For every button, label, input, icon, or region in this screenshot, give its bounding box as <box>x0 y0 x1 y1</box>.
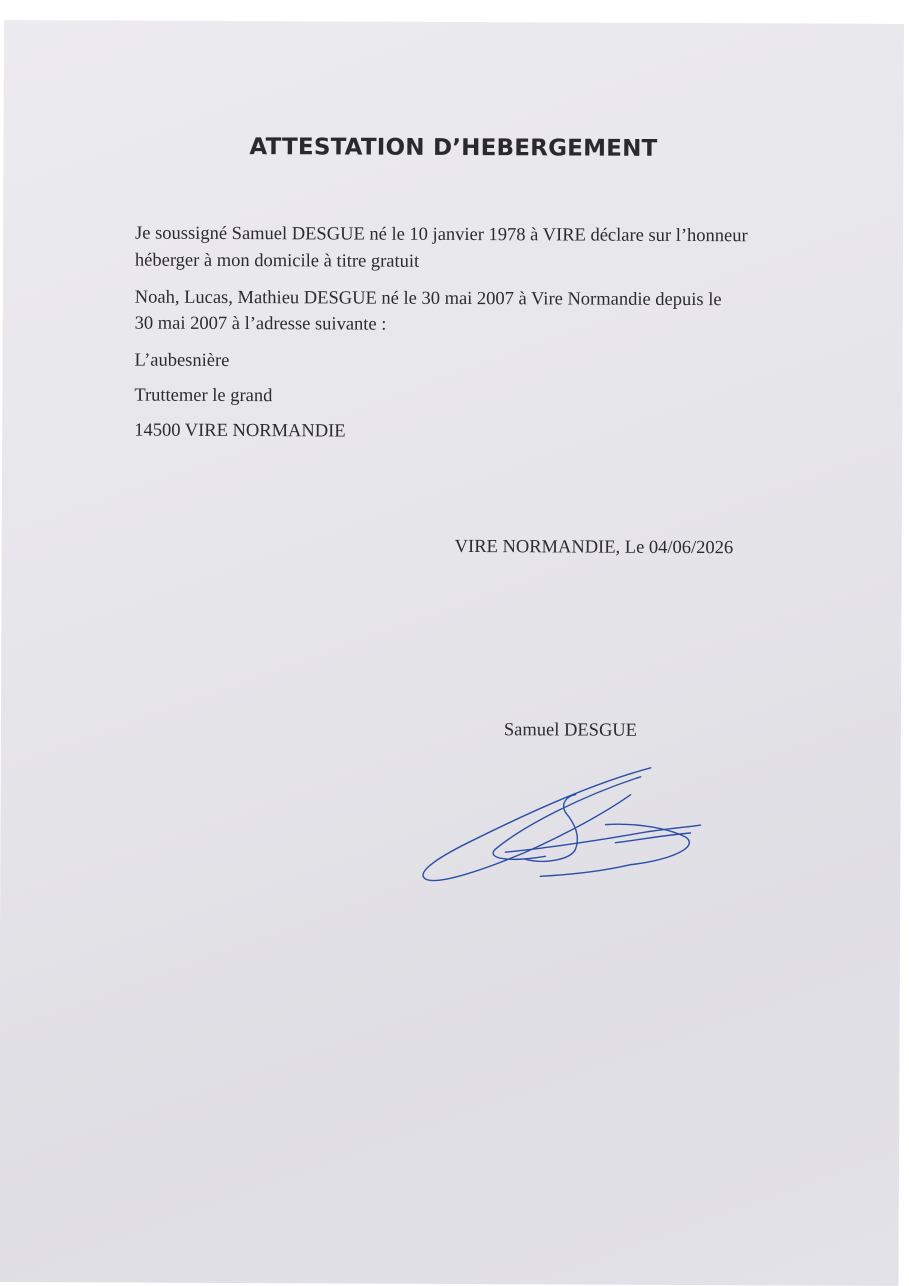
paragraph1-line2: héberger à mon domicile à titre gratuit <box>134 250 420 272</box>
handwritten-signature <box>415 764 706 885</box>
place-and-date: VIRE NORMANDIE, Le 04/06/2026 <box>454 536 734 559</box>
paragraph1-line1: Je soussigné Samuel DESGUE né le 10 janvier 1978 à VIRE déclare sur l’honneur <box>135 223 748 247</box>
signatory-name: Samuel DESGUE <box>503 720 638 741</box>
address-line3: 14500 VIRE NORMANDIE <box>134 420 346 442</box>
document-title: ATTESTATION D’HEBERGEMENT <box>249 134 658 162</box>
paragraph2-line1: Noah, Lucas, Mathieu DESGUE né le 30 mai 2007 à Vire Normandie depuis le <box>134 287 722 311</box>
address-line2: Truttemer le grand <box>134 385 273 407</box>
paragraph2-line2: 30 mai 2007 à l’adresse suivante : <box>134 313 387 335</box>
address-line1: L’aubesnière <box>134 350 230 371</box>
document-page <box>0 20 904 1286</box>
